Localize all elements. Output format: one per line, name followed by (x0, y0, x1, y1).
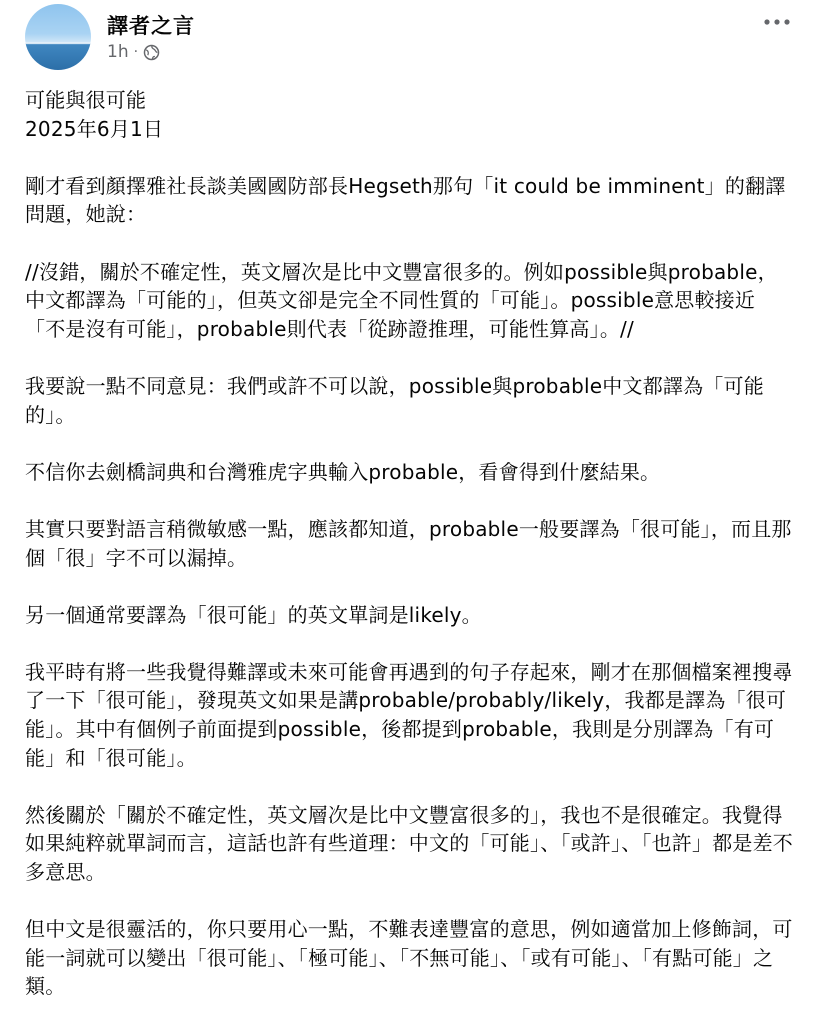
post-paragraph: 我平時有將一些我覺得難譯或未來可能會再遇到的句子存起來，剛才在那個檔案裡搜尋了一下「很可能」，發現英文如果是講probable/probably/likely，我都是譯為「很可能」。其中有個例子前面提到possible，後都提到probable，我則是分別譯為「有可能」和「很可能」。 (25, 659, 793, 770)
more-options-button[interactable] (759, 6, 795, 34)
globe-icon[interactable] (143, 44, 160, 61)
post-paragraph: 但中文是很靈活的，你只要用心一點，不難表達豐富的意思，例如適當加上修飾詞，可能一詞就可以變出「很可能」、「極可能」、「不無可能」、「或有可能」、「有點可能」之類。 (25, 917, 793, 999)
post-paragraph: 不信你去劍橋詞典和台灣雅虎字典輸入probable，看會得到什麼結果。 (25, 459, 661, 484)
post-paragraph: 我要說一點不同意見：我們或許不可以說，possible與probable中文都譯為「可能的」。 (25, 373, 764, 427)
post-body (25, 86, 795, 1030)
post-paragraph: 剛才看到顏擇雅社長談美國國防部長Hegseth那句「it could be imminent」的翻譯問題，她說： (25, 173, 786, 227)
meta-separator: · (133, 44, 139, 60)
post-meta (107, 42, 160, 62)
post-paragraph: 然後關於「關於不確定性，英文層次是比中文豐富很多的」，我也不是很確定。我覺得如果純粹就單詞而言，這話也許有些道理：中文的「可能」、「或許」、「也許」都是差不多意思。 (25, 802, 793, 885)
post-title-paragraph: 可能與很可能 2025年6月1日 (25, 88, 164, 141)
post-paragraph: 其實只要對語言稍微敏感一點，應該都知道，probable一般要譯為「很可能」，而且那個「很」字不可以漏掉。 (25, 516, 792, 570)
author-name[interactable]: 譯者之言 (107, 14, 195, 38)
more-options-icon (763, 11, 791, 30)
post-header (25, 4, 795, 72)
avatar[interactable] (25, 4, 91, 70)
post-quote-paragraph: //沒錯，關於不確定性，英文層次是比中文豐富很多的。例如possible與probable，中文都譯為「可能的」，但英文卻是完全不同性質的「可能」。possible意思較接近「不是沒有可能」，probable則代表「從跡證推理，可能性算高」。// (25, 259, 778, 341)
post-paragraph: 另一個通常要譯為「很可能」的英文單詞是likely。 (25, 602, 482, 627)
post-time[interactable]: 1h (107, 42, 129, 62)
avatar-horizon (25, 42, 91, 44)
